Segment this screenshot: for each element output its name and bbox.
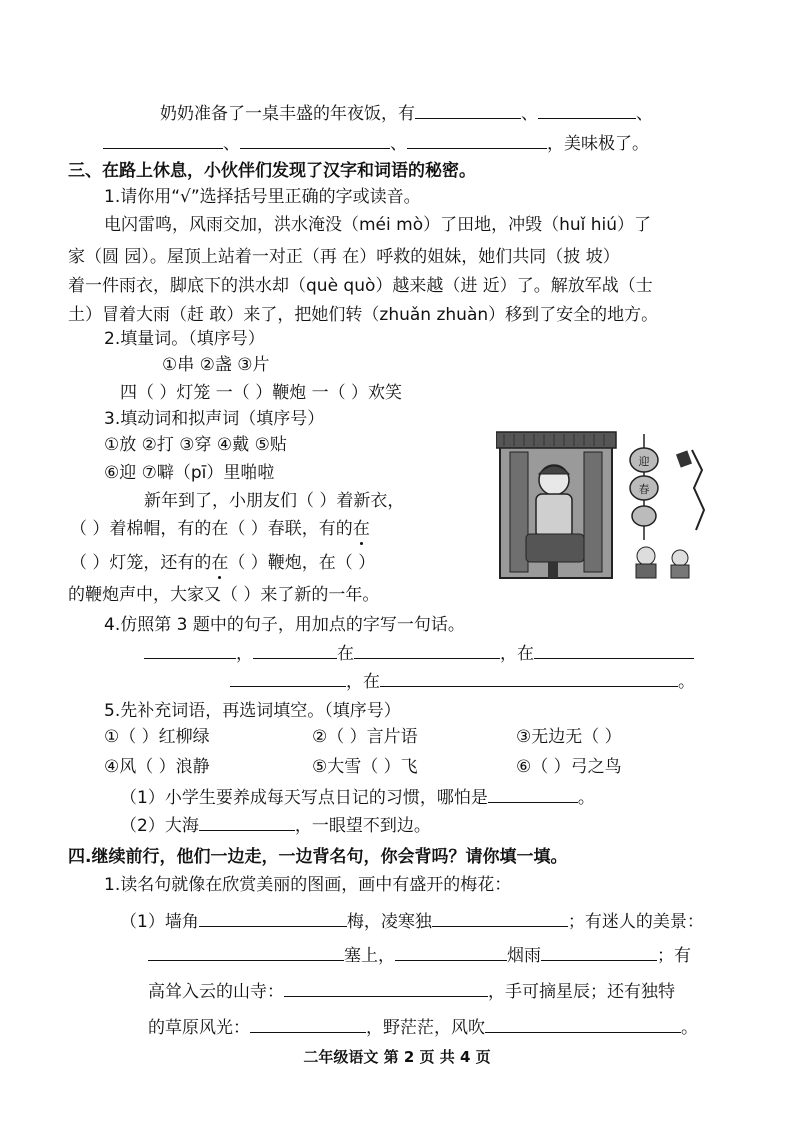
q2-options: ①串 ②盏 ③片: [162, 355, 270, 375]
answer-blank[interactable]: [253, 640, 337, 659]
answer-blank[interactable]: [148, 942, 344, 961]
answer-blank[interactable]: [395, 942, 507, 961]
q3-options-1: ①放 ②打 ③穿 ④戴 ⑤贴: [104, 435, 287, 455]
answer-blank[interactable]: [380, 668, 678, 687]
q5-word-3: ③无边无（ ）: [516, 727, 622, 747]
q5-word-5: ⑤大雪（ ）飞: [312, 757, 418, 777]
answer-blank[interactable]: [103, 130, 223, 149]
q1-title: 1.请你用“√”选择括号里正确的字或读音。: [104, 187, 421, 207]
answer-blank[interactable]: [415, 100, 521, 119]
s4-line-2: 塞上， 烟雨 ；有: [148, 942, 691, 969]
answer-blank[interactable]: [240, 130, 390, 149]
answer-blank[interactable]: [199, 908, 347, 927]
q1-line-2: 家（圆 园）。屋顶上站着一对正（再 在）呼救的姐妹，她们共同（披 坡）: [68, 247, 620, 267]
answer-blank[interactable]: [250, 1014, 366, 1033]
answer-blank[interactable]: [538, 100, 636, 119]
s4-line-1: （1）墙角 梅，凌寒独 ；有迷人的美景：: [120, 908, 704, 935]
new-year-illustration: [496, 430, 714, 580]
q5-word-4: ④风（ ）浪静: [104, 757, 210, 777]
answer-blank[interactable]: [541, 942, 657, 961]
q5-sentence-1: （1）小学生要养成每天写点日记的习惯，哪怕是 。: [120, 784, 595, 811]
answer-blank[interactable]: [284, 978, 488, 997]
answer-blank[interactable]: [488, 784, 578, 803]
answer-blank[interactable]: [199, 812, 295, 831]
answer-blank[interactable]: [354, 640, 500, 659]
q4-line-1: ， 在 ，在: [144, 640, 694, 667]
intro-text: 奶奶准备了一桌丰盛的年夜饭，有: [160, 104, 415, 124]
q4-title: 4.仿照第 3 题中的句子，用加点的字写一句话。: [104, 615, 465, 635]
q5-word-1: ①（ ）红柳绿: [104, 727, 210, 747]
s4-q1-title: 1.读名句就像在欣赏美丽的图画，画中有盛开的梅花：: [104, 875, 512, 895]
s4-line-3: 高耸入云的山寺： ，手可摘星辰；还有独特: [148, 978, 675, 1005]
q1-line-1: 电闪雷鸣，风雨交加，洪水淹没（méi mò）了田地，冲毁（huǐ hiú）了: [104, 215, 652, 235]
q5-title: 5.先补充词语，再选词填空。（填序号）: [104, 701, 401, 721]
q2-title: 2.填量词。（填序号）: [104, 329, 265, 349]
lantern-text: 春: [638, 483, 650, 496]
answer-blank[interactable]: [432, 908, 568, 927]
q5-sentence-2: （2）大海 ，一眼望不到边。: [120, 812, 431, 839]
intro-line-1: 奶奶准备了一桌丰盛的年夜饭，有 、 、: [160, 100, 653, 127]
section-3-heading: 三、在路上休息，小伙伴们发现了汉字和词语的秘密。: [68, 161, 476, 181]
answer-blank[interactable]: [407, 130, 547, 149]
q3-title: 3.填动词和拟声词（填序号）: [104, 409, 325, 429]
section-4-heading: 四.继续前行，他们一边走，一边背名句，你会背吗？请你填一填。: [68, 847, 568, 867]
q3-paragraph-3: （ ）灯笼，还有的在（ ）鞭炮，在（ ）: [70, 553, 376, 573]
dotted-char: 在: [211, 553, 229, 573]
lantern-text: 迎: [638, 455, 650, 468]
dotted-char: 在: [352, 519, 370, 539]
answer-blank[interactable]: [144, 640, 236, 659]
answer-blank[interactable]: [230, 668, 346, 687]
q1-line-3: 着一件雨衣，脚底下的洪水却（què quò）越来越（进 近）了。解放军战（士: [68, 276, 653, 296]
q3-paragraph-2: （ ）着棉帽，有的在（ ）春联，有的在: [70, 519, 370, 539]
q1-line-4: 土）冒着大雨（赶 敢）来了，把她们转（zhuǎn zhuàn）移到了安全的地方。: [68, 305, 659, 325]
answer-blank[interactable]: [534, 640, 694, 659]
q2-blanks: 四（ ）灯笼 一（ ）鞭炮 一（ ）欢笑: [120, 383, 403, 403]
q5-word-2: ②（ ）言片语: [312, 727, 418, 747]
q3-options-2: ⑥迎 ⑦噼（pī）里啪啦: [104, 463, 275, 483]
answer-blank[interactable]: [485, 1014, 681, 1033]
page-footer: 二年级语文 第 2 页 共 4 页: [303, 1048, 491, 1066]
q3-paragraph-1: 新年到了，小朋友们（ ）着新衣，: [144, 491, 405, 511]
s4-line-4: 的草原风光： ，野茫茫，风吹 。: [148, 1014, 698, 1041]
q3-paragraph-4: 的鞭炮声中，大家又（ ）来了新的一年。: [68, 585, 380, 605]
intro-line-2: 、 、 ，美味极了。: [103, 130, 649, 157]
q4-line-2: ，在 。: [230, 668, 695, 695]
q5-word-6: ⑥（ ）弓之鸟: [516, 757, 622, 777]
